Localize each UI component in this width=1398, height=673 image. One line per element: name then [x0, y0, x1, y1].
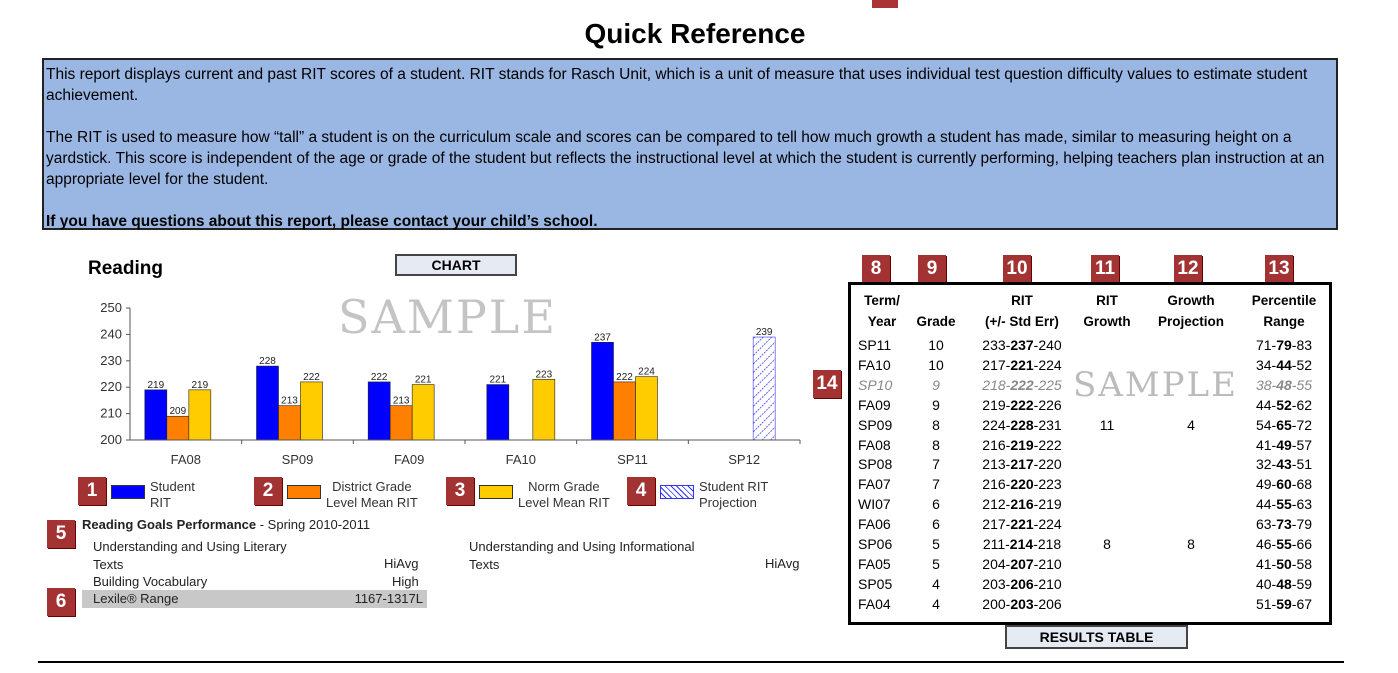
- cell-rit: 212-216-219: [982, 496, 1062, 513]
- cell-percentile: 41-50-58: [1255, 555, 1313, 572]
- x-tick-label: FA10: [505, 452, 537, 467]
- bar: [301, 382, 323, 440]
- legend-label: Student RIT: [150, 479, 195, 510]
- cell-percentile: 44-55-63: [1255, 496, 1313, 513]
- bar: [533, 379, 555, 440]
- y-tick-label: 230: [100, 352, 122, 368]
- cell-rit: 219-222-226: [982, 396, 1062, 413]
- badge-5: 5: [47, 520, 75, 548]
- legend-swatch: [660, 485, 694, 499]
- badge-12: 12: [1174, 255, 1202, 283]
- x-tick-label: SP09: [281, 452, 314, 467]
- cell-growth-projection: 4: [1187, 416, 1195, 433]
- cell-rit: 204-207-210: [982, 555, 1062, 572]
- badge-4: 4: [627, 477, 655, 505]
- table-row: [851, 514, 1329, 534]
- cell-term: FA05: [858, 555, 891, 572]
- cell-percentile: 54-65-72: [1255, 416, 1313, 433]
- x-tick-label: SP12: [728, 452, 761, 467]
- y-tick-label: 220: [100, 379, 122, 395]
- bar-value-label: 221: [489, 374, 507, 386]
- legend-swatch: [287, 485, 321, 499]
- cell-grade: 5: [932, 555, 940, 572]
- cell-percentile: 34-44-52: [1255, 356, 1313, 373]
- goals-subtitle: - Spring 2010-2011: [256, 517, 371, 532]
- bar: [412, 385, 434, 440]
- table-row: [851, 554, 1329, 574]
- badge-6: 6: [47, 588, 75, 616]
- bar-value-label: 209: [169, 406, 187, 418]
- bar-value-label: 219: [147, 379, 165, 391]
- bar-value-label: 222: [370, 371, 388, 383]
- cell-percentile: 41-49-57: [1255, 436, 1313, 453]
- column-header: Growth Projection: [1157, 293, 1224, 329]
- goal-literary-value: HiAvg: [384, 556, 419, 571]
- legend-label: Student RIT Projection: [699, 479, 769, 510]
- bar-value-label: 224: [638, 366, 655, 378]
- table-row: [851, 415, 1329, 435]
- bar: [592, 342, 614, 440]
- lexile-value: 1167-1317L: [354, 591, 423, 606]
- cell-term: SP05: [858, 575, 893, 592]
- cell-rit: 217-221-224: [982, 356, 1062, 373]
- table-row: [851, 395, 1329, 415]
- cell-grade: 5: [932, 536, 940, 552]
- badge-10: 10: [1003, 255, 1031, 283]
- y-tick-label: 200: [100, 432, 122, 447]
- bar-value-label: 239: [755, 327, 773, 339]
- bar: [636, 377, 658, 440]
- bar: [753, 337, 775, 440]
- goal-informational-line2: Texts: [469, 557, 500, 572]
- goal-literary-line1: Understanding and Using Literary: [93, 539, 287, 554]
- bar: [145, 390, 167, 440]
- goals-title-line: [82, 517, 370, 532]
- y-tick-label: 240: [100, 326, 122, 342]
- cell-growth-projection: 8: [1187, 536, 1195, 552]
- cell-grade: 7: [932, 456, 940, 473]
- cell-rit: 224-228-231: [982, 416, 1062, 433]
- cell-percentile: 38-48-55: [1255, 376, 1313, 393]
- cell-percentile: 49-60-68: [1255, 476, 1313, 493]
- cell-grade: 9: [932, 376, 940, 393]
- bar: [487, 385, 509, 440]
- bar-value-label: 213: [392, 395, 410, 407]
- cell-grade: 8: [932, 436, 940, 453]
- table-row: [851, 574, 1329, 594]
- x-tick-label: FA08: [170, 452, 202, 467]
- cell-term: FA04: [858, 595, 891, 612]
- table-row: [851, 355, 1329, 375]
- table-row: [851, 335, 1329, 355]
- bottom-rule: [38, 661, 1344, 663]
- cell-rit: 217-221-224: [982, 516, 1062, 533]
- table-row: [851, 494, 1329, 514]
- cell-rit: 213-217-220: [982, 456, 1062, 473]
- goal-literary-line2: Texts: [93, 557, 124, 572]
- cell-grade: 8: [932, 416, 940, 433]
- bar-value-label: 219: [191, 379, 209, 391]
- cell-term: SP06: [858, 536, 893, 552]
- badge-14: 14: [813, 370, 841, 398]
- column-header: Percentile Range: [1251, 293, 1317, 329]
- goal-informational-value: HiAvg: [765, 556, 800, 571]
- cell-percentile: 40-48-59: [1255, 575, 1313, 592]
- cell-percentile: 63-73-79: [1255, 516, 1313, 533]
- table-row: [851, 594, 1329, 614]
- cell-grade: 6: [932, 516, 940, 533]
- cell-rit-growth: 8: [1103, 536, 1111, 552]
- info-contact-note: If you have questions about this report, please contact your child’s school.: [46, 213, 598, 230]
- lexile-row: [82, 590, 427, 608]
- badge-2: 2: [254, 477, 282, 505]
- badge-3: 3: [446, 477, 474, 505]
- cell-percentile: 44-52-62: [1255, 396, 1313, 413]
- bar-value-label: 221: [414, 374, 432, 386]
- cell-term: SP08: [858, 456, 893, 473]
- cell-grade: 7: [932, 476, 940, 493]
- cell-grade: 4: [932, 575, 940, 592]
- top-marker: [872, 0, 898, 8]
- bar: [167, 416, 189, 440]
- cell-rit: 218-222-225: [982, 376, 1062, 393]
- x-tick-label: SP11: [617, 452, 648, 467]
- column-header: Term/ Year: [864, 293, 900, 329]
- legend-label: Norm Grade Level Mean RIT: [518, 479, 610, 510]
- bar: [279, 406, 301, 440]
- goal-literary: [93, 538, 287, 574]
- cell-grade: 10: [928, 356, 944, 373]
- goal-informational-line1: Understanding and Using Informational: [469, 539, 695, 554]
- cell-term: SP11: [858, 337, 892, 353]
- cell-rit: 200-203-206: [982, 595, 1062, 612]
- goals-title: Reading Goals Performance: [82, 517, 257, 532]
- legend-swatch: [479, 485, 513, 499]
- column-header: RIT Growth: [1083, 293, 1131, 329]
- cell-term: SP10: [858, 376, 893, 393]
- x-tick-label: FA09: [393, 452, 425, 467]
- legend-label: District Grade Level Mean RIT: [326, 479, 418, 510]
- cell-grade: 10: [928, 337, 944, 353]
- cell-rit: 211-214-218: [982, 536, 1062, 552]
- cell-term: SP09: [858, 416, 893, 433]
- bar-value-label: 222: [303, 371, 320, 383]
- legend-swatch: [111, 485, 145, 499]
- lexile-label: Lexile® Range: [93, 591, 179, 606]
- cell-rit-growth: 11: [1099, 416, 1115, 433]
- cell-percentile: 51-59-67: [1255, 595, 1313, 612]
- info-box: [42, 58, 1338, 230]
- y-tick-label: 210: [100, 405, 122, 421]
- bar-value-label: 237: [594, 332, 611, 344]
- goal-vocabulary-value: High: [392, 574, 419, 589]
- cell-rit: 233-237-240: [982, 337, 1062, 353]
- bar-value-label: 228: [259, 356, 276, 368]
- cell-percentile: 71-79-83: [1255, 337, 1313, 353]
- badge-11: 11: [1091, 255, 1119, 283]
- cell-grade: 6: [932, 496, 940, 513]
- cell-term: FA08: [858, 436, 891, 453]
- bar: [368, 382, 390, 440]
- info-paragraph-1: This report displays current and past RIT scores of a student. RIT stands for Rasch Unit, which is a unit of measure that uses individual test question difficulty values to estimate student achievement.: [46, 66, 1308, 104]
- cell-percentile: 46-55-66: [1255, 536, 1313, 552]
- reading-chart: [80, 290, 820, 480]
- bar-value-label: 223: [535, 369, 553, 381]
- bar-value-label: 213: [281, 395, 298, 407]
- cell-rit: 216-219-222: [982, 436, 1062, 453]
- goal-vocabulary-label: Building Vocabulary: [93, 574, 208, 589]
- bar: [257, 366, 279, 440]
- table-row: [851, 435, 1329, 455]
- table-row: [851, 375, 1329, 395]
- goal-informational: [469, 538, 694, 574]
- cell-term: FA10: [858, 356, 891, 373]
- column-header: RIT (+/- Std Err): [985, 293, 1059, 329]
- table-row: [851, 534, 1329, 554]
- chart-watermark: SAMPLE: [338, 290, 557, 344]
- table-row: [851, 454, 1329, 474]
- results-table-label: RESULTS TABLE: [1005, 625, 1188, 649]
- table-watermark: SAMPLE: [1073, 365, 1238, 405]
- chart-heading: Reading: [88, 258, 163, 279]
- badge-13: 13: [1265, 255, 1293, 283]
- table-row: [851, 474, 1329, 494]
- bar: [390, 406, 412, 440]
- badge-9: 9: [918, 255, 946, 283]
- cell-term: FA06: [858, 516, 891, 533]
- cell-grade: 9: [932, 396, 940, 413]
- column-header: Grade: [916, 314, 956, 329]
- cell-term: FA07: [858, 476, 891, 493]
- badge-1: 1: [78, 477, 106, 505]
- info-paragraph-2: The RIT is used to measure how “tall” a student is on the curriculum scale and scores can be compared to tell how much growth a student has made, similar to measuring height on a yardstick. This score is independent of the age or grade of the student but reflects the instructional level at which the student is currently performing, helping teachers plan instruction at an appropriate level for the student.: [46, 129, 1325, 188]
- cell-grade: 4: [932, 595, 940, 612]
- results-table: [848, 282, 1332, 625]
- cell-rit: 203-206-210: [982, 575, 1062, 592]
- bar-value-label: 222: [616, 371, 633, 383]
- y-tick-label: 250: [100, 300, 122, 315]
- cell-rit: 216-220-223: [982, 476, 1062, 493]
- badge-8: 8: [862, 255, 890, 283]
- cell-percentile: 32-43-51: [1255, 456, 1313, 473]
- bar: [189, 390, 211, 440]
- chart-label: CHART: [395, 254, 517, 276]
- bar: [614, 382, 636, 440]
- cell-term: FA09: [858, 396, 891, 413]
- page-title: Quick Reference: [584, 18, 806, 49]
- cell-term: WI07: [858, 496, 891, 513]
